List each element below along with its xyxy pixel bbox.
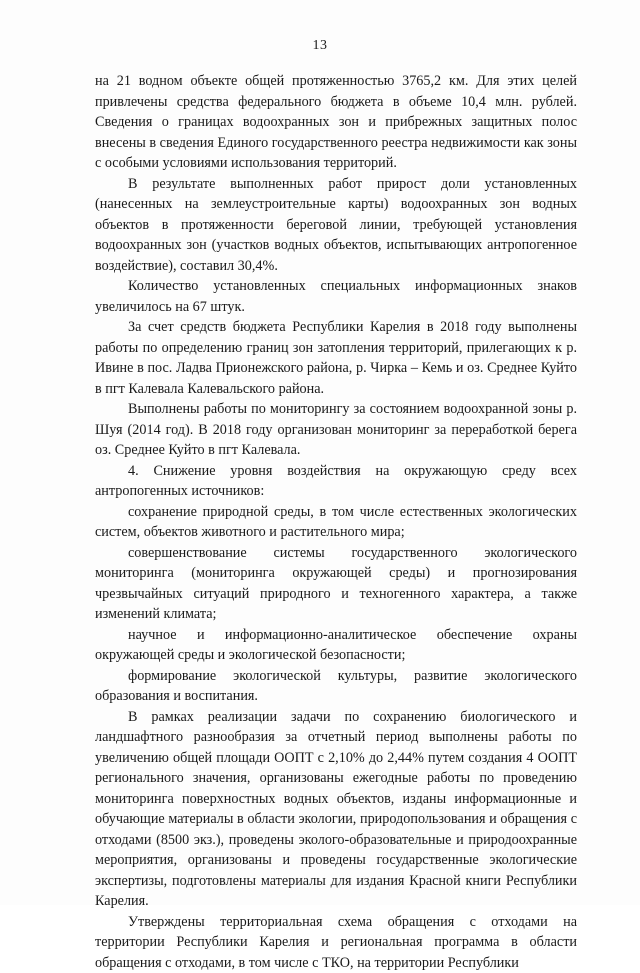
paragraph: 4. Снижение уровня воздействия на окружающую среду всех антропогенных источников:	[95, 461, 577, 502]
paragraph: В результате выполненных работ прирост доли установленных (нанесенных на землеустроительные карты) водоохранных зон водных объектов в протяженности береговой линии, требующей установления водоохранных зон (участков водных объектов, испытывающих антропогенное воздействие), составил 30,4%.	[95, 174, 577, 277]
paragraph: научное и информационно-аналитическое обеспечение охраны окружающей среды и экологической безопасности;	[95, 625, 577, 666]
paragraph: Утверждены территориальная схема обращения с отходами на территории Республики Карелия и региональная программа в области обращения с отходами, в том числе с ТКО, на территории Республики	[95, 912, 577, 973]
paragraph: совершенствование системы государственного экологического мониторинга (мониторинга окружающей среды) и прогнозирования чрезвычайных ситуаций природного и техногенного характера, а также изменений климата;	[95, 543, 577, 625]
paragraph: на 21 водном объекте общей протяженностью 3765,2 км. Для этих целей привлечены средства федерального бюджета в объеме 10,4 млн. рублей. Сведения о границах водоохранных зон и прибрежных защитных полос внесены в сведения Единого государственного реестра недвижимости как зоны с особыми условиями использования территорий.	[95, 71, 577, 174]
paragraph: Количество установленных специальных информационных знаков увеличилось на 67 штук.	[95, 276, 577, 317]
document-body	[95, 71, 577, 973]
paragraph: За счет средств бюджета Республики Карелия в 2018 году выполнены работы по определению границ зон затопления территорий, прилегающих к р. Ивине в пос. Ладва Прионежского района, р. Чирка – Кемь и оз. Среднее Куйто в пгт Калевала Калевальского района.	[95, 317, 577, 399]
paragraph: формирование экологической культуры, развитие экологического образования и воспитания.	[95, 666, 577, 707]
paragraph: В рамках реализации задачи по сохранению биологического и ландшафтного разнообразия за отчетный период выполнены работы по увеличению общей площади ООПТ с 2,10% до 2,44% путем создания 4 ООПТ регионального значения, организованы ежегодные работы по проведению мониторинга поверхностных водных объектов, изданы информационные и обучающие материалы в области экологии, природопользования и обращения с отходами (8500 экз.), проведены эколого-образовательные и природоохранные мероприятия, организованы и проведены государственные экологические экспертизы, подготовлены материалы для издания Красной книги Республики Карелия.	[95, 707, 577, 912]
page-number: 13	[0, 38, 640, 54]
paragraph: Выполнены работы по мониторингу за состоянием водоохранной зоны р. Шуя (2014 год). В 2018 году организован мониторинг за переработкой берега оз. Среднее Куйто в пгт Калевала.	[95, 399, 577, 461]
paragraph: сохранение природной среды, в том числе естественных экологических систем, объектов животного и растительного мира;	[95, 502, 577, 543]
